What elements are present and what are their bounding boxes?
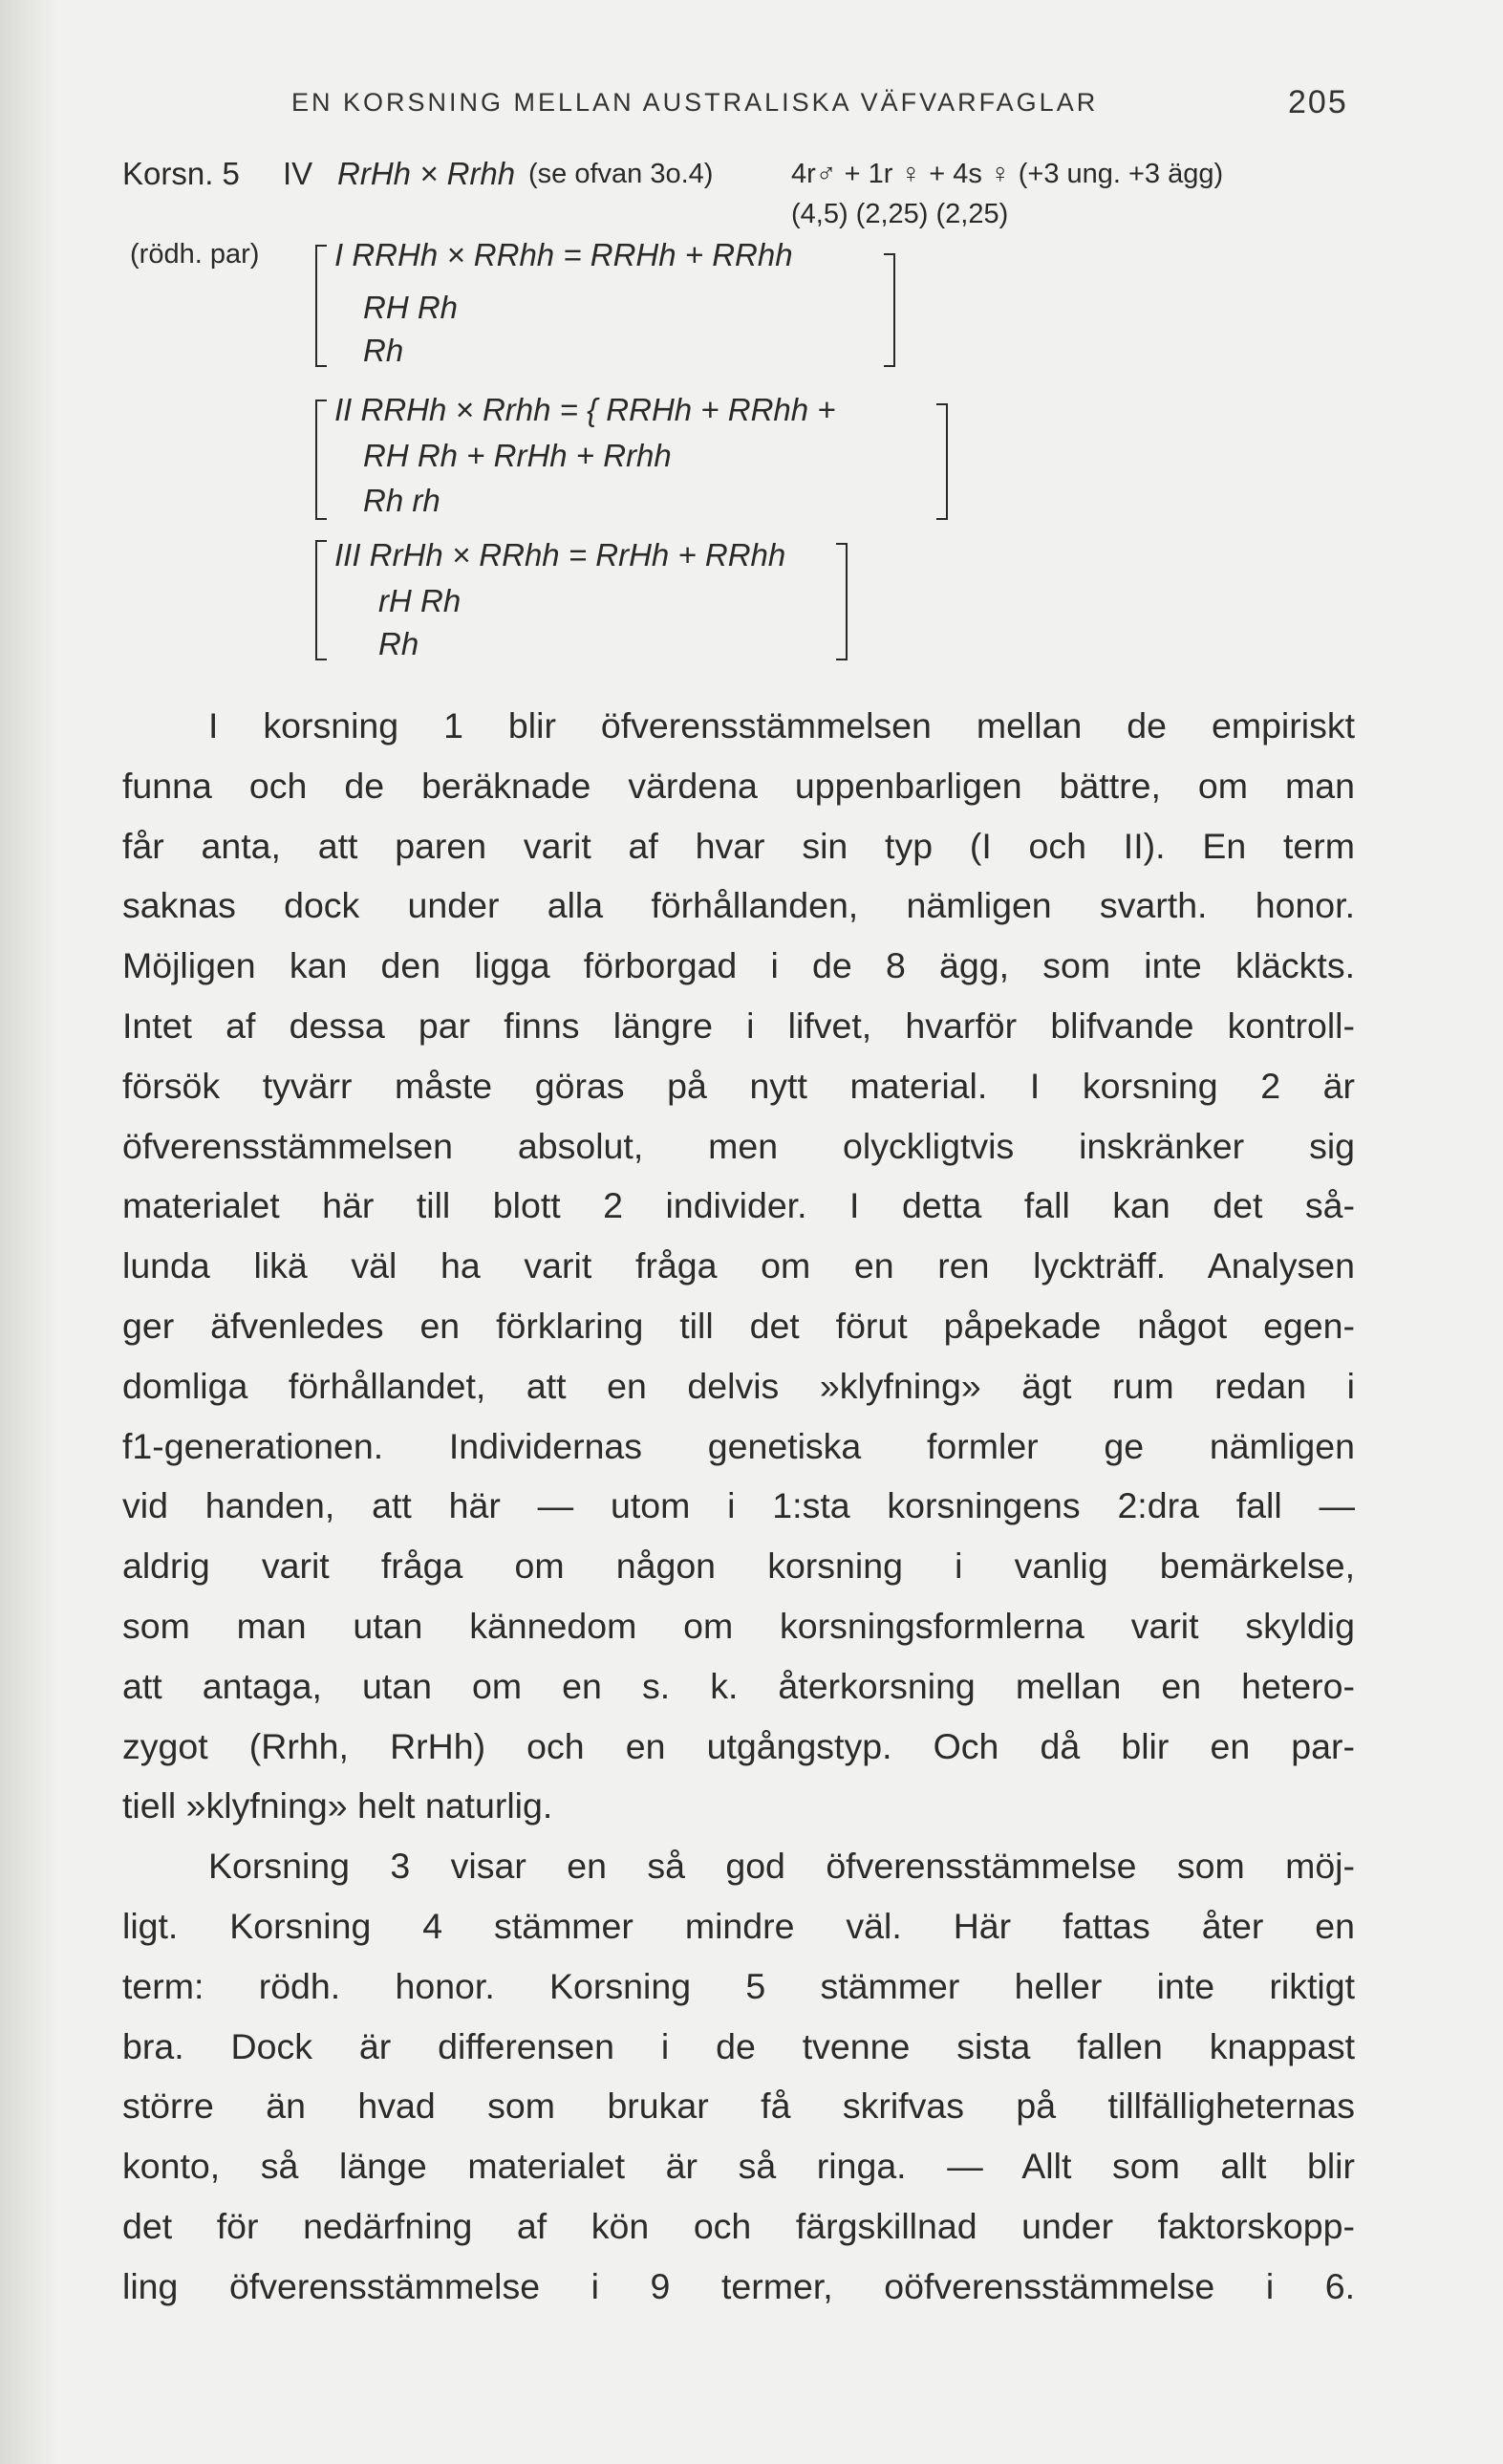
pair3-row2: rH Rh: [378, 583, 462, 618]
pair1-row2: RH Rh: [363, 290, 459, 325]
text-line: öfverensstämmelsen absolut, men olyckligtvis inskränker sig: [122, 1125, 1355, 1166]
text-line: f1-generationen. Individernas genetiska formler ge nämligen: [122, 1425, 1355, 1466]
text-line: lunda likä väl ha varit fråga om en ren lyckträff. Analysen: [122, 1245, 1355, 1286]
text-line: funna och de beräknade värdena uppenbarligen bättre, om man: [122, 765, 1355, 806]
page-number: 205: [1288, 84, 1348, 120]
page-gutter-shadow: [0, 0, 57, 2464]
pair3-left-bracket: [315, 540, 327, 660]
text-line: det för nedärfning af kön och färgskillnad under faktorskopp-: [122, 2205, 1355, 2246]
pair2-row3: Rh rh: [363, 483, 440, 518]
text-line: ligt. Korsning 4 stämmer mindre väl. Här fattas åter en: [122, 1905, 1355, 1946]
text-line: zygot (Rrhh, RrHh) och en utgångstyp. Och då blir en par-: [122, 1725, 1355, 1766]
cross5-ratios: (4,5) (2,25) (2,25): [791, 199, 1009, 229]
pair2-right-bracket: [936, 403, 948, 520]
text-line: ling öfverensstämmelse i 9 termer, oöfverensstämmelse i 6.: [122, 2265, 1355, 2306]
text-line: ger äfvenledes en förklaring till det förut påpekade något egen-: [122, 1305, 1355, 1346]
pair1-row3: Rh: [363, 333, 404, 368]
text-line: får anta, att paren varit af hvar sin typ (I och II). En term: [122, 825, 1355, 866]
text-line: konto, så länge materialet är så ringa. — Allt som allt blir: [122, 2146, 1355, 2187]
text-line: vid handen, att här — utom i 1:sta korsningens 2:dra fall —: [122, 1485, 1355, 1526]
pair3-formula: III RrHh × RRhh = RrHh + RRhh: [334, 537, 786, 573]
pair3-right-bracket: [836, 543, 848, 660]
cross5-result: 4r♂ + 1r ♀ + 4s ♀ (+3 ung. +3 ägg): [791, 159, 1224, 189]
text-line: materialet här till blott 2 individer. I detta fall kan det så-: [122, 1185, 1355, 1226]
text-line: domliga förhållandet, att en delvis »klyfning» ägt rum redan i: [122, 1365, 1355, 1406]
text-line: Korsning 3 visar en så god öfverensstämmelse som möj-: [208, 1846, 1355, 1887]
running-head-title: EN KORSNING MELLAN AUSTRALISKA VÄFVARFAGLAR: [291, 88, 1099, 117]
text-line: tiell »klyfning» helt naturlig.: [122, 1785, 553, 1826]
text-line: större än hvad som brukar få skrifvas på tillfälligheternas: [122, 2086, 1355, 2127]
text-line: Intet af dessa par finns längre i lifvet, hvarför blifvande kontroll-: [122, 1005, 1355, 1046]
pair2-row2: RH Rh + RrHh + Rrhh: [363, 438, 672, 473]
cross5-note: (se ofvan 3o.4): [528, 159, 714, 189]
pair3-row3: Rh: [378, 626, 419, 661]
text-line: Möjligen kan den ligga förborgad i de 8 ägg, som inte kläckts.: [122, 945, 1355, 986]
text-line: bra. Dock är differensen i de tvenne sista fallen knappast: [122, 2025, 1355, 2066]
text-line: som man utan kännedom om korsningsformlerna varit skyldig: [122, 1605, 1355, 1646]
text-line: aldrig varit fråga om någon korsning i vanlig bemärkelse,: [122, 1545, 1355, 1587]
text-line: försök tyvärr måste göras på nytt material. I korsning 2 är: [122, 1065, 1355, 1106]
cross5-label: Korsn. 5: [122, 156, 240, 191]
body-text: [122, 696, 1355, 2317]
pairs-label: (rödh. par): [130, 239, 260, 270]
pair1-right-bracket: [884, 253, 895, 367]
text-line: att antaga, utan om en s. k. återkorsning mellan en hetero-: [122, 1665, 1355, 1706]
pair2-left-bracket: [315, 400, 327, 520]
cross5-roman: IV: [283, 156, 313, 191]
text-line: term: rödh. honor. Korsning 5 stämmer heller inte riktigt: [122, 1965, 1355, 2006]
pair1-left-bracket: [315, 245, 327, 367]
running-head: [0, 84, 1503, 126]
cross5-formula: RrHh × Rrhh: [337, 156, 516, 191]
text-line: I korsning 1 blir öfverensstämmelsen mellan de empiriskt: [208, 705, 1355, 746]
text-line: saknas dock under alla förhållanden, nämligen svarth. honor.: [122, 885, 1355, 926]
pair2-formula: II RRHh × Rrhh = { RRHh + RRhh +: [334, 392, 836, 427]
pair1-formula: I RRHh × RRhh = RRHh + RRhh: [334, 237, 793, 272]
